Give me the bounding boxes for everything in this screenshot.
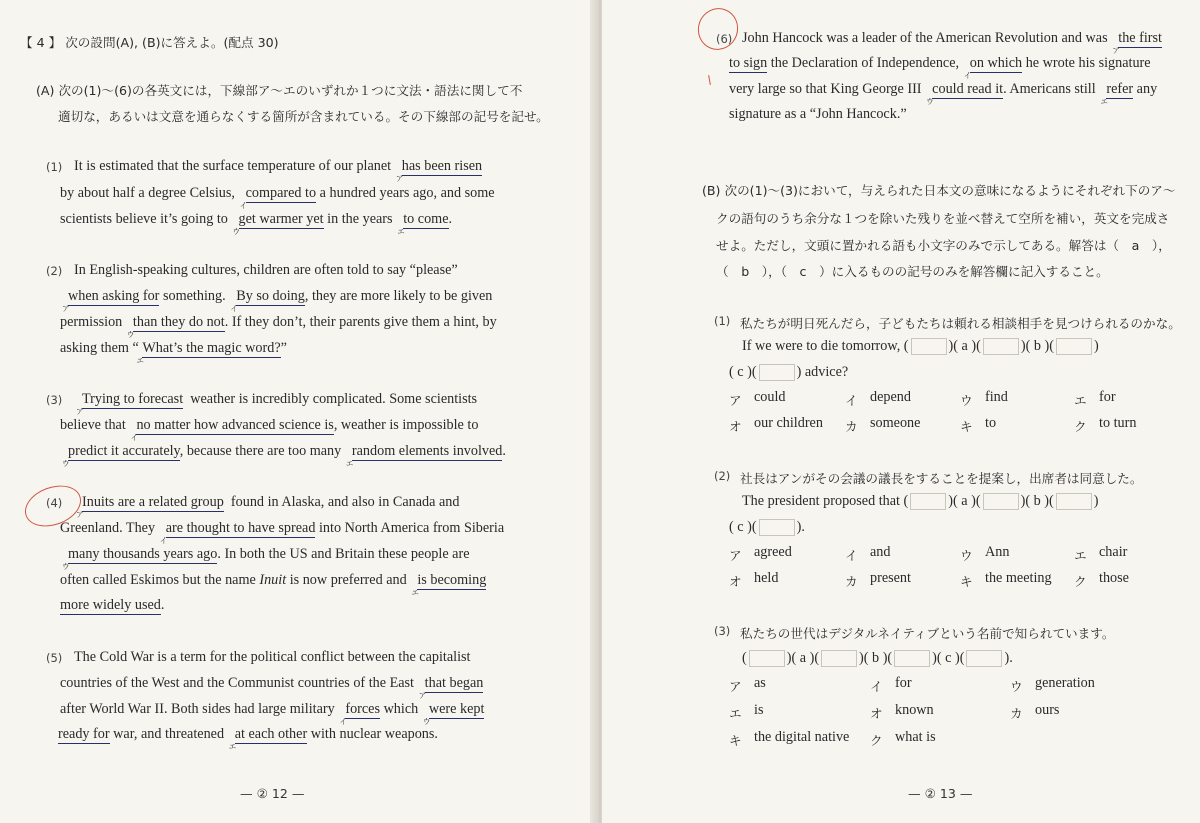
q2-line2: ア when asking for something. イ By so doing, they are more likely to be given — [62, 288, 493, 313]
option-word: the meeting — [985, 570, 1052, 586]
question-number: (1) — [714, 314, 731, 328]
option-kana: ウ — [960, 393, 973, 408]
question-number: (6) — [716, 32, 733, 46]
underline-e: エ at each other — [228, 726, 308, 751]
option-word: generation — [1035, 675, 1095, 691]
underline-a: ア when asking for — [62, 288, 160, 313]
question-number: (3) — [46, 393, 63, 407]
underline-e: エ to come — [397, 211, 449, 236]
question-number: (4) — [46, 496, 63, 510]
instruction-b-line4: （ b ），（ c ）に入るものの記号のみを解答欄に記入すること。 — [716, 264, 1109, 279]
page-right — [602, 0, 1200, 823]
b1-japanese: 私たちが明日死んだら，子どもたちは頼れる相談相手を見つけられるのかな。 — [740, 316, 1181, 331]
underline-e: エ refer — [1100, 81, 1134, 106]
option-kana: エ — [1074, 393, 1087, 408]
underline-e: エ is becoming — [411, 572, 487, 597]
q5-line1: The Cold War is a term for the political conflict between the capitalist — [74, 649, 471, 665]
question-number: (5) — [46, 651, 63, 665]
underline-i: イ forces — [339, 701, 381, 726]
option-kana: イ — [870, 679, 883, 694]
q6-line1: John Hancock was a leader of the American Revolution and was ア the first — [742, 30, 1162, 55]
q3-line1: ア Trying to forecast weather is incredibly complicated. Some scientists — [76, 391, 478, 416]
red-pen-circle — [692, 2, 744, 55]
option-kana: ウ — [960, 548, 973, 563]
q4-line2: Greenland. They イ are thought to have spread into North America from Siberia — [60, 520, 505, 545]
option-word: our children — [754, 415, 823, 431]
underline-u: ウ could read it — [926, 81, 1004, 106]
underline-u-cont: ready for — [58, 726, 110, 742]
page-number-right: — ② 13 — — [908, 786, 973, 801]
q4-line5: more widely used. — [60, 597, 165, 613]
instruction-b-line3: せよ。ただし，文頭に置かれる語も小文字のみで示してある。解答は（ a ）， — [716, 238, 1171, 253]
option-word: is — [754, 702, 764, 718]
underline-e-cont: more widely used — [60, 597, 161, 613]
option-word: ours — [1035, 702, 1060, 718]
q4-line4: often called Eskimos but the name Inuit is now preferred and エ is becoming — [60, 572, 487, 597]
q5-line3: after World War II. Both sides had large military イ forces which ウ were kept — [60, 701, 485, 726]
option-kana: ア — [729, 393, 742, 408]
option-kana: カ — [845, 574, 858, 589]
underline-i: イ compared to — [239, 185, 317, 210]
red-pen-tick — [708, 75, 711, 85]
option-word: to — [985, 415, 997, 431]
underline-u: ウ predict it accurately — [62, 443, 180, 468]
q2-line1: In English-speaking cultures, children are often told to say “please” — [74, 262, 458, 278]
option-kana: エ — [729, 706, 742, 721]
underline-a: ア Inuits are a related group — [76, 494, 224, 519]
option-word: find — [985, 389, 1008, 405]
q3-line2: believe that イ no matter how advanced science is, weather is impossible to — [60, 417, 479, 442]
option-word: chair — [1099, 544, 1128, 560]
option-word: to turn — [1099, 415, 1137, 431]
underline-e: エ random elements involved — [345, 443, 503, 468]
option-kana: キ — [960, 419, 973, 434]
option-word: agreed — [754, 544, 792, 560]
question-number: (1) — [46, 160, 63, 174]
underline-i: イ By so doing — [230, 288, 305, 313]
q6-line4: signature as a “John Hancock.” — [729, 106, 907, 122]
option-kana: キ — [960, 574, 973, 589]
option-word: held — [754, 570, 779, 586]
q5-line2: countries of the West and the Communist countries of the East ア that began — [60, 675, 484, 700]
underline-e: エ What’s the magic word? — [136, 340, 281, 365]
underline-u: ウ than they do not — [126, 314, 225, 339]
b1-english-line2: ( c )( ) advice? — [729, 364, 849, 380]
option-kana: イ — [845, 393, 858, 408]
option-word: someone — [870, 415, 921, 431]
option-word: Ann — [985, 544, 1010, 560]
b2-english-line1: The president proposed that ( )( a )( )( b )( ) — [742, 493, 1099, 509]
instruction-a-line1: (A) 次の(1)〜(6)の各英文には，下線部ア〜エのいずれか１つに文法・語法に関して不 — [36, 83, 523, 98]
underline-a: ア the first — [1112, 30, 1162, 55]
option-kana: ウ — [1010, 679, 1023, 694]
q3-line3: ウ predict it accurately, because there are too many エ random elements involved. — [62, 443, 506, 468]
option-kana: ク — [870, 733, 883, 748]
option-kana: オ — [729, 574, 742, 589]
b1-english-line1: If we were to die tomorrow, ( )( a )( )( b )( ) — [742, 338, 1099, 354]
q1-line3: scientists believe it’s going to ウ get warmer yet in the years エ to come. — [60, 211, 453, 236]
underline-a-cont: to sign — [729, 55, 768, 71]
q2-line3: permission ウ than they do not. If they don’t, their parents give them a hint, by — [60, 314, 497, 339]
b3-japanese: 私たちの世代はデジタルネイティブという名前で知られています。 — [740, 626, 1115, 641]
option-word: present — [870, 570, 911, 586]
option-word: depend — [870, 389, 911, 405]
option-kana: ク — [1074, 574, 1087, 589]
q4-line1: ア Inuits are a related group found in Alaska, and also in Canada and — [76, 494, 460, 519]
underline-u: ウ get warmer yet — [232, 211, 324, 236]
option-kana: カ — [845, 419, 858, 434]
page-number-left: — ② 12 — — [240, 786, 305, 801]
q6-line2: to sign the Declaration of Independence, イ on which he wrote his signature — [729, 55, 1151, 80]
underline-a: ア that began — [418, 675, 484, 700]
q4-line3: ウ many thousands years ago. In both the US and Britain these people are — [62, 546, 470, 571]
page-left — [0, 0, 598, 823]
option-word: and — [870, 544, 891, 560]
q6-line3: very large so that King George III ウ could read it. Americans still エ refer any — [729, 81, 1158, 106]
instruction-b-line1: (B) 次の(1)〜(3)において，与えられた日本文の意味になるようにそれぞれ下のア〜 — [702, 183, 1176, 198]
option-word: for — [895, 675, 912, 691]
question-number: (2) — [714, 469, 731, 483]
b2-english-line2: ( c )( ). — [729, 519, 805, 535]
underline-a: ア has been risen — [395, 158, 483, 183]
option-word: as — [754, 675, 766, 691]
q5-line4: ready for war, and threatened エ at each other with nuclear weapons. — [58, 726, 438, 751]
option-kana: ク — [1074, 419, 1087, 434]
option-word: those — [1099, 570, 1129, 586]
option-kana: オ — [870, 706, 883, 721]
underline-u: ウ many thousands years ago — [62, 546, 218, 571]
option-word: what is — [895, 729, 936, 745]
option-kana: ア — [729, 679, 742, 694]
underline-i: イ on which — [963, 55, 1023, 80]
underline-i: イ are thought to have spread — [159, 520, 316, 545]
option-kana: カ — [1010, 706, 1023, 721]
instruction-a-line2: 適切な，あるいは文意を通らなくする箇所が含まれている。その下線部の記号を記せ。 — [58, 109, 549, 124]
question-number: (2) — [46, 264, 63, 278]
q1-line1: It is estimated that the surface temperature of our planet ア has been risen — [74, 158, 483, 183]
option-kana: オ — [729, 419, 742, 434]
option-kana: エ — [1074, 548, 1087, 563]
b3-english-line1: ( )( a )( )( b )( )( c )( ). — [742, 650, 1013, 666]
q2-line4: asking them “ エ What’s the magic word?” — [60, 340, 287, 365]
option-kana: キ — [729, 733, 742, 748]
option-kana: ア — [729, 548, 742, 563]
underline-a: ア Trying to forecast — [76, 391, 184, 416]
q1-line2: by about half a degree Celsius, イ compared to a hundred years ago, and some — [60, 185, 495, 210]
instruction-b-line2: クの語句のうち余分な１つを除いた残りを並べ替えて空所を補い，英文を完成さ — [716, 211, 1170, 226]
section-header: 【 4 】 次の設問(A), (B)に答えよ。(配点 30) — [20, 35, 279, 50]
option-word: the digital native — [754, 729, 850, 745]
option-word: for — [1099, 389, 1116, 405]
option-word: known — [895, 702, 934, 718]
option-kana: イ — [845, 548, 858, 563]
option-word: could — [754, 389, 786, 405]
underline-i: イ no matter how advanced science is — [130, 417, 334, 442]
question-number: (3) — [714, 624, 731, 638]
b2-japanese: 社長はアンがその会議の議長をすることを提案し，出席者は同意した。 — [740, 471, 1143, 486]
underline-u: ウ were kept — [422, 701, 485, 726]
